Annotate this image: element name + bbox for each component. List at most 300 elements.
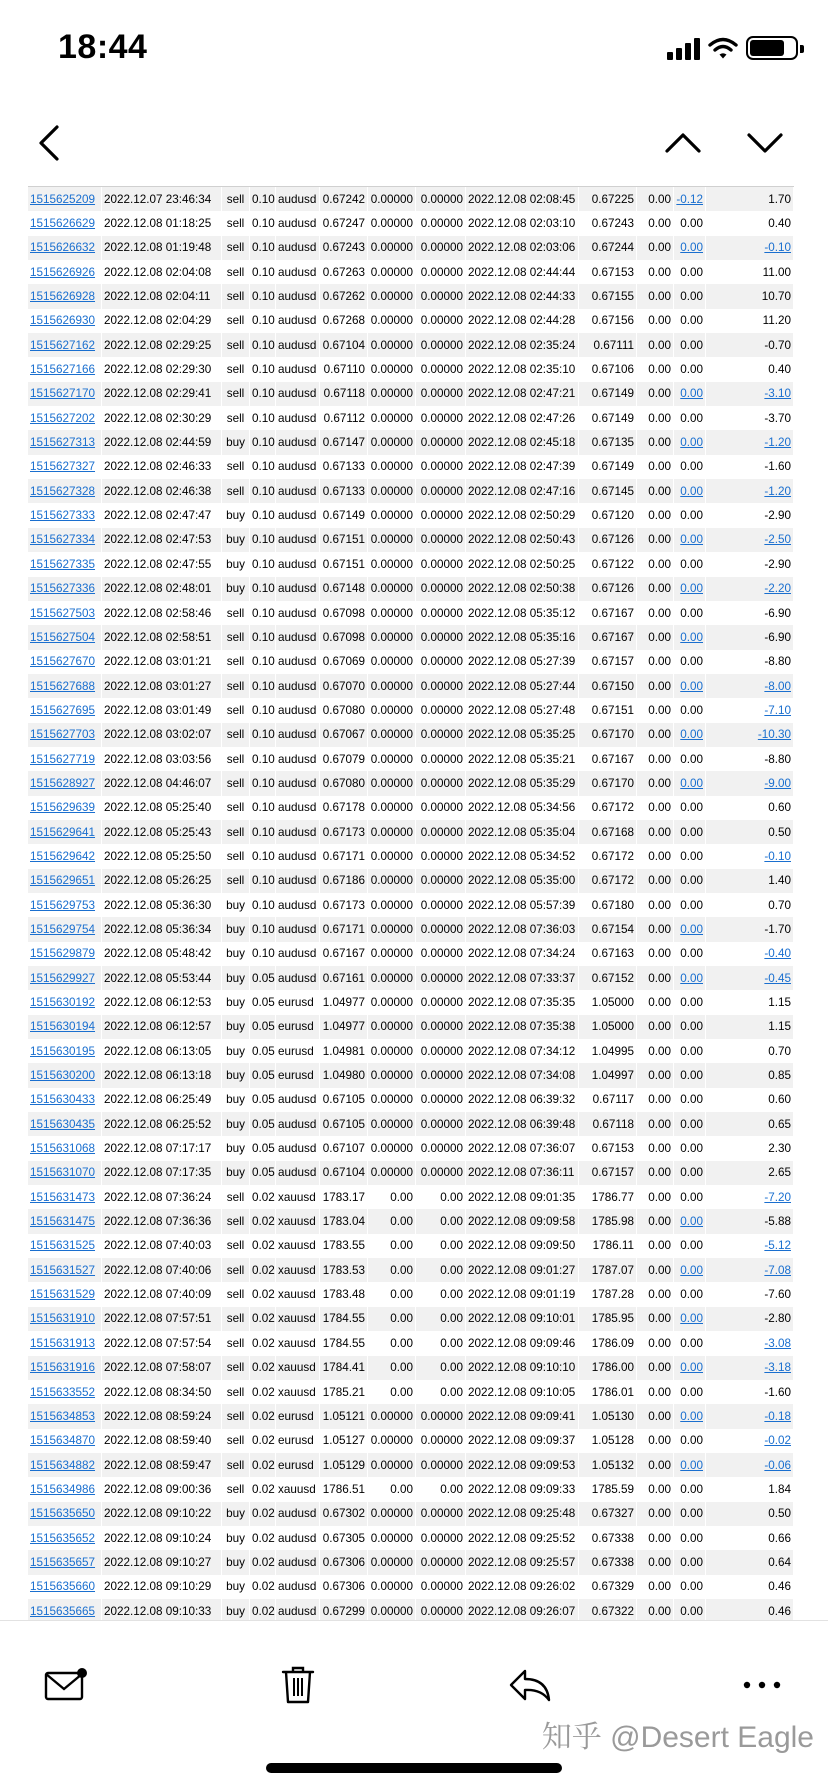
cell-open_price: 0.67105 [320, 1088, 368, 1112]
cell-item: eurusd [276, 1039, 320, 1063]
cell-ticket[interactable]: 1515631070 [28, 1161, 102, 1185]
cell-close_price: 0.67172 [579, 796, 637, 820]
cell-ticket[interactable]: 1515627703 [28, 723, 102, 747]
cell-close_price: 1786.77 [579, 1185, 637, 1209]
cell-ticket[interactable]: 1515626928 [28, 284, 102, 308]
cell-ticket[interactable]: 1515629879 [28, 942, 102, 966]
cell-ticket[interactable]: 1515626629 [28, 211, 102, 235]
cell-ticket[interactable]: 1515627335 [28, 552, 102, 576]
cell-ticket[interactable]: 1515631068 [28, 1136, 102, 1160]
cell-ticket[interactable]: 1515635650 [28, 1502, 102, 1526]
cell-ticket[interactable]: 1515634870 [28, 1429, 102, 1453]
cell-item: audusd [276, 844, 320, 868]
cell-size: 0.10 [250, 211, 276, 235]
cell-close_time: 2022.12.08 09:01:19 [466, 1282, 579, 1306]
cell-profit[interactable]: -1.20 [706, 430, 794, 454]
delete-button[interactable] [270, 1659, 326, 1711]
cell-taxes: 0.00 [674, 1502, 706, 1526]
cell-close_time: 2022.12.08 02:03:06 [466, 236, 579, 260]
cell-open_price: 0.67161 [320, 966, 368, 990]
cell-taxes[interactable]: 0.00 [674, 577, 706, 601]
cell-sl: 0.00000 [368, 309, 416, 333]
cell-tp: 0.00000 [416, 479, 466, 503]
cell-type: sell [222, 406, 250, 430]
cell-ticket[interactable]: 1515627336 [28, 577, 102, 601]
cell-open_time: 2022.12.08 08:59:40 [102, 1429, 222, 1453]
cell-close_price: 0.67167 [579, 601, 637, 625]
cell-open_time: 2022.12.08 05:36:30 [102, 893, 222, 917]
cell-ticket[interactable]: 1515626930 [28, 309, 102, 333]
cell-taxes[interactable]: 0.00 [674, 528, 706, 552]
cell-commission: 0.00 [637, 747, 674, 771]
cell-profit[interactable]: -0.06 [706, 1453, 794, 1477]
cell-size: 0.05 [250, 1136, 276, 1160]
cell-taxes[interactable]: 0.00 [674, 625, 706, 649]
cell-profit[interactable]: -7.08 [706, 1258, 794, 1282]
cell-profit[interactable]: -7.10 [706, 698, 794, 722]
cell-close_time: 2022.12.08 05:27:39 [466, 650, 579, 674]
cell-open_time: 2022.12.08 07:57:51 [102, 1307, 222, 1331]
cell-ticket[interactable]: 1515627670 [28, 650, 102, 674]
cell-commission: 0.00 [637, 503, 674, 527]
cell-close_price: 1.05132 [579, 1453, 637, 1477]
cell-close_price: 0.67155 [579, 284, 637, 308]
cell-open_price: 0.67173 [320, 893, 368, 917]
cell-profit: 0.60 [706, 796, 794, 820]
cell-taxes[interactable]: 0.00 [674, 771, 706, 795]
cell-ticket[interactable]: 1515627166 [28, 357, 102, 381]
cell-profit[interactable]: -0.10 [706, 236, 794, 260]
cell-taxes[interactable]: 0.00 [674, 236, 706, 260]
cell-taxes: 0.00 [674, 601, 706, 625]
cell-profit[interactable]: -2.50 [706, 528, 794, 552]
cell-close_time: 2022.12.08 05:57:39 [466, 893, 579, 917]
cell-open_price: 0.67104 [320, 1161, 368, 1185]
cell-profit[interactable]: -0.02 [706, 1429, 794, 1453]
cell-open_time: 2022.12.07 23:46:34 [102, 187, 222, 211]
cell-sl: 0.00000 [368, 528, 416, 552]
cell-open_price: 0.67299 [320, 1599, 368, 1620]
cell-type: sell [222, 187, 250, 211]
cell-profit[interactable]: -10.30 [706, 723, 794, 747]
cell-close_price: 0.67163 [579, 942, 637, 966]
cell-tp: 0.00 [416, 1356, 466, 1380]
cell-ticket[interactable]: 1515629651 [28, 869, 102, 893]
cell-ticket[interactable]: 1515627504 [28, 625, 102, 649]
cell-profit[interactable]: -1.20 [706, 479, 794, 503]
cell-close_price: 0.67180 [579, 893, 637, 917]
cell-close_time: 2022.12.08 07:35:35 [466, 990, 579, 1014]
cell-item: audusd [276, 723, 320, 747]
cell-open_time: 2022.12.08 09:10:29 [102, 1575, 222, 1599]
cell-tp: 0.00000 [416, 966, 466, 990]
cell-ticket[interactable]: 1515631525 [28, 1234, 102, 1258]
cell-ticket[interactable]: 1515627695 [28, 698, 102, 722]
cell-ticket[interactable]: 1515627333 [28, 503, 102, 527]
cell-ticket[interactable]: 1515633552 [28, 1380, 102, 1404]
cell-open_time: 2022.12.08 03:01:49 [102, 698, 222, 722]
cell-ticket[interactable]: 1515635657 [28, 1550, 102, 1574]
cell-type: buy [222, 1088, 250, 1112]
cell-ticket[interactable]: 1515630192 [28, 990, 102, 1014]
cell-item: audusd [276, 796, 320, 820]
cell-item: audusd [276, 1088, 320, 1112]
cell-commission: 0.00 [637, 1136, 674, 1160]
cell-ticket[interactable]: 1515631913 [28, 1331, 102, 1355]
cell-sl: 0.00000 [368, 844, 416, 868]
cell-open_time: 2022.12.08 08:59:24 [102, 1404, 222, 1428]
cell-ticket[interactable]: 1515629754 [28, 917, 102, 941]
cell-commission: 0.00 [637, 1282, 674, 1306]
cell-ticket[interactable]: 1515634853 [28, 1404, 102, 1428]
trade-history-table-area[interactable] [28, 186, 794, 1620]
cell-open_price: 0.67079 [320, 747, 368, 771]
trade-row [28, 1063, 794, 1087]
cell-type: buy [222, 430, 250, 454]
cell-ticket[interactable]: 1515635652 [28, 1526, 102, 1550]
cell-close_time: 2022.12.08 09:10:05 [466, 1380, 579, 1404]
cell-ticket[interactable]: 1515630195 [28, 1039, 102, 1063]
cell-profit[interactable]: -7.20 [706, 1185, 794, 1209]
cell-taxes[interactable]: 0.00 [674, 479, 706, 503]
cell-profit: 1.15 [706, 1015, 794, 1039]
cell-taxes[interactable]: 0.00 [674, 1209, 706, 1233]
back-button[interactable] [24, 118, 74, 168]
cell-taxes[interactable]: 0.00 [674, 917, 706, 941]
cell-ticket[interactable]: 1515628927 [28, 771, 102, 795]
cell-profit[interactable]: -3.08 [706, 1331, 794, 1355]
cell-ticket[interactable]: 1515630433 [28, 1088, 102, 1112]
cell-taxes: 0.00 [674, 1088, 706, 1112]
cell-taxes[interactable]: 0.00 [674, 674, 706, 698]
cell-taxes[interactable]: 0.00 [674, 723, 706, 747]
cell-open_time: 2022.12.08 02:44:59 [102, 430, 222, 454]
mail-button[interactable] [38, 1659, 94, 1711]
cell-profit[interactable]: -5.12 [706, 1234, 794, 1258]
cell-open_price: 0.67080 [320, 698, 368, 722]
cell-open_price: 1783.53 [320, 1258, 368, 1282]
cell-open_price: 0.67242 [320, 187, 368, 211]
cell-ticket[interactable]: 1515627688 [28, 674, 102, 698]
cell-tp: 0.00000 [416, 674, 466, 698]
cell-ticket[interactable]: 1515631527 [28, 1258, 102, 1282]
cell-open_time: 2022.12.08 09:10:33 [102, 1599, 222, 1620]
trade-row [28, 698, 794, 722]
cell-sl: 0.00000 [368, 1502, 416, 1526]
cell-open_price: 0.67069 [320, 650, 368, 674]
cell-open_price: 0.67070 [320, 674, 368, 698]
trade-row [28, 479, 794, 503]
cell-ticket[interactable]: 1515626926 [28, 260, 102, 284]
cell-ticket[interactable]: 1515627719 [28, 747, 102, 771]
cell-open_time: 2022.12.08 06:25:52 [102, 1112, 222, 1136]
cell-profit[interactable]: -0.45 [706, 966, 794, 990]
cell-profit[interactable]: -0.40 [706, 942, 794, 966]
cell-sl: 0.00000 [368, 357, 416, 381]
cell-sl: 0.00000 [368, 1453, 416, 1477]
status-time: 18:44 [58, 28, 148, 66]
cell-tp: 0.00000 [416, 577, 466, 601]
trade-row [28, 966, 794, 990]
cell-profit[interactable]: -3.18 [706, 1356, 794, 1380]
cell-ticket[interactable]: 1515635660 [28, 1575, 102, 1599]
cell-close_price: 1785.59 [579, 1477, 637, 1501]
cell-item: audusd [276, 187, 320, 211]
cell-size: 0.02 [250, 1599, 276, 1620]
cell-ticket[interactable]: 1515634882 [28, 1453, 102, 1477]
cell-close_time: 2022.12.08 05:27:44 [466, 674, 579, 698]
cell-commission: 0.00 [637, 674, 674, 698]
cell-item: audusd [276, 1575, 320, 1599]
cell-close_price: 0.67152 [579, 966, 637, 990]
cell-sl: 0.00000 [368, 796, 416, 820]
cell-ticket[interactable]: 1515627170 [28, 382, 102, 406]
cell-close_price: 1785.98 [579, 1209, 637, 1233]
cell-taxes[interactable]: 0.00 [674, 1404, 706, 1428]
cell-type: sell [222, 1307, 250, 1331]
cell-close_price: 0.67126 [579, 577, 637, 601]
cell-item: audusd [276, 528, 320, 552]
cell-tp: 0.00000 [416, 455, 466, 479]
cell-close_price: 0.67126 [579, 528, 637, 552]
cell-size: 0.10 [250, 820, 276, 844]
trade-row [28, 893, 794, 917]
trade-row [28, 503, 794, 527]
reply-icon [507, 1667, 553, 1703]
next-message-button[interactable] [740, 118, 790, 168]
cell-tp: 0.00000 [416, 1599, 466, 1620]
cell-taxes[interactable]: 0.00 [674, 430, 706, 454]
cell-close_time: 2022.12.08 02:47:39 [466, 455, 579, 479]
cell-ticket[interactable]: 1515631910 [28, 1307, 102, 1331]
cell-close_price: 0.67167 [579, 747, 637, 771]
cell-ticket[interactable]: 1515631473 [28, 1185, 102, 1209]
cell-close_time: 2022.12.08 09:26:07 [466, 1599, 579, 1620]
cell-type: buy [222, 990, 250, 1014]
cell-sl: 0.00 [368, 1331, 416, 1355]
cell-tp: 0.00000 [416, 503, 466, 527]
cell-open_price: 0.67167 [320, 942, 368, 966]
cell-ticket[interactable]: 1515625209 [28, 187, 102, 211]
cell-profit[interactable]: -0.18 [706, 1404, 794, 1428]
cell-item: audusd [276, 942, 320, 966]
more-button[interactable] [734, 1659, 790, 1711]
cell-profit[interactable]: -3.10 [706, 382, 794, 406]
cell-size: 0.05 [250, 966, 276, 990]
cell-item: eurusd [276, 1453, 320, 1477]
cell-ticket[interactable]: 1515627327 [28, 455, 102, 479]
cell-type: sell [222, 723, 250, 747]
cell-type: buy [222, 1575, 250, 1599]
cell-ticket[interactable]: 1515627162 [28, 333, 102, 357]
cell-close_time: 2022.12.08 07:36:03 [466, 917, 579, 941]
cell-profit[interactable]: -0.10 [706, 844, 794, 868]
cell-type: sell [222, 357, 250, 381]
cell-ticket[interactable]: 1515631916 [28, 1356, 102, 1380]
cell-open_time: 2022.12.08 03:03:56 [102, 747, 222, 771]
cell-commission: 0.00 [637, 1477, 674, 1501]
cell-commission: 0.00 [637, 771, 674, 795]
cell-tp: 0.00000 [416, 747, 466, 771]
cell-item: audusd [276, 893, 320, 917]
trade-row [28, 382, 794, 406]
cell-type: sell [222, 844, 250, 868]
trade-row [28, 1039, 794, 1063]
cell-taxes[interactable]: 0.00 [674, 1453, 706, 1477]
cell-commission: 0.00 [637, 455, 674, 479]
cell-item: audusd [276, 698, 320, 722]
cell-size: 0.05 [250, 1112, 276, 1136]
cell-size: 0.10 [250, 771, 276, 795]
cell-close_time: 2022.12.08 02:03:10 [466, 211, 579, 235]
cell-size: 0.10 [250, 552, 276, 576]
cell-ticket[interactable]: 1515627328 [28, 479, 102, 503]
cell-sl: 0.00000 [368, 1136, 416, 1160]
cell-ticket[interactable]: 1515626632 [28, 236, 102, 260]
cell-item: eurusd [276, 1404, 320, 1428]
cell-sl: 0.00 [368, 1282, 416, 1306]
cell-close_price: 0.67117 [579, 1088, 637, 1112]
cell-ticket[interactable]: 1515630200 [28, 1063, 102, 1087]
previous-message-button[interactable] [658, 118, 708, 168]
cell-sl: 0.00000 [368, 1039, 416, 1063]
cell-sl: 0.00000 [368, 406, 416, 430]
cell-type: sell [222, 869, 250, 893]
cell-size: 0.05 [250, 1015, 276, 1039]
cell-ticket[interactable]: 1515630194 [28, 1015, 102, 1039]
cell-ticket[interactable]: 1515631475 [28, 1209, 102, 1233]
cell-size: 0.10 [250, 503, 276, 527]
cell-close_time: 2022.12.08 07:36:07 [466, 1136, 579, 1160]
cell-size: 0.10 [250, 674, 276, 698]
cell-commission: 0.00 [637, 1429, 674, 1453]
cell-size: 0.10 [250, 893, 276, 917]
cell-commission: 0.00 [637, 552, 674, 576]
cell-open_time: 2022.12.08 02:47:55 [102, 552, 222, 576]
cell-close_time: 2022.12.08 09:09:46 [466, 1331, 579, 1355]
cell-size: 0.02 [250, 1282, 276, 1306]
cell-sl: 0.00000 [368, 1063, 416, 1087]
home-indicator[interactable] [266, 1763, 562, 1773]
cell-open_time: 2022.12.08 02:29:30 [102, 357, 222, 381]
cell-type: sell [222, 796, 250, 820]
cell-commission: 0.00 [637, 625, 674, 649]
cell-taxes: 0.00 [674, 455, 706, 479]
cell-sl: 0.00 [368, 1185, 416, 1209]
cell-size: 0.10 [250, 479, 276, 503]
trade-row [28, 625, 794, 649]
cell-open_time: 2022.12.08 06:13:18 [102, 1063, 222, 1087]
cell-size: 0.10 [250, 625, 276, 649]
cell-sl: 0.00000 [368, 430, 416, 454]
cell-commission: 0.00 [637, 1356, 674, 1380]
cell-sl: 0.00000 [368, 1161, 416, 1185]
cell-sl: 0.00000 [368, 552, 416, 576]
cell-taxes: 0.00 [674, 1380, 706, 1404]
trade-row [28, 1477, 794, 1501]
cell-close_price: 0.67149 [579, 406, 637, 430]
cell-ticket[interactable]: 1515635665 [28, 1599, 102, 1620]
cell-tp: 0.00000 [416, 1088, 466, 1112]
cell-commission: 0.00 [637, 479, 674, 503]
cell-taxes[interactable]: 0.00 [674, 1258, 706, 1282]
cell-sl: 0.00000 [368, 236, 416, 260]
reply-button[interactable] [502, 1659, 558, 1711]
cell-taxes: 0.00 [674, 942, 706, 966]
cell-open_time: 2022.12.08 09:00:36 [102, 1477, 222, 1501]
trade-row [28, 747, 794, 771]
cell-ticket[interactable]: 1515629642 [28, 844, 102, 868]
trade-row [28, 674, 794, 698]
cell-ticket[interactable]: 1515631529 [28, 1282, 102, 1306]
cell-profit[interactable]: -8.00 [706, 674, 794, 698]
cell-type: sell [222, 650, 250, 674]
cell-open_price: 0.67305 [320, 1526, 368, 1550]
cell-open_price: 1783.04 [320, 1209, 368, 1233]
trade-table-body [28, 187, 794, 1620]
cell-ticket[interactable]: 1515627334 [28, 528, 102, 552]
cell-type: sell [222, 1282, 250, 1306]
cell-ticket[interactable]: 1515629927 [28, 966, 102, 990]
cell-tp: 0.00000 [416, 771, 466, 795]
cell-open_price: 0.67148 [320, 577, 368, 601]
cell-commission: 0.00 [637, 1234, 674, 1258]
cell-close_time: 2022.12.08 05:35:25 [466, 723, 579, 747]
cell-item: audusd [276, 1599, 320, 1620]
cell-close_time: 2022.12.08 07:36:11 [466, 1161, 579, 1185]
cell-ticket[interactable]: 1515629753 [28, 893, 102, 917]
cell-type: buy [222, 1502, 250, 1526]
cell-close_price: 0.67149 [579, 382, 637, 406]
cell-tp: 0.00000 [416, 260, 466, 284]
cell-sl: 0.00000 [368, 966, 416, 990]
cell-open_price: 1783.55 [320, 1234, 368, 1258]
cell-open_time: 2022.12.08 05:25:43 [102, 820, 222, 844]
cell-ticket[interactable]: 1515629639 [28, 796, 102, 820]
cell-ticket[interactable]: 1515634986 [28, 1477, 102, 1501]
cell-close_price: 0.67135 [579, 430, 637, 454]
cell-ticket[interactable]: 1515627503 [28, 601, 102, 625]
cell-profit[interactable]: -9.00 [706, 771, 794, 795]
cell-type: buy [222, 1063, 250, 1087]
cell-type: sell [222, 382, 250, 406]
cell-size: 0.10 [250, 723, 276, 747]
cell-open_price: 1.04980 [320, 1063, 368, 1087]
cell-commission: 0.00 [637, 844, 674, 868]
cell-size: 0.02 [250, 1502, 276, 1526]
cell-size: 0.02 [250, 1209, 276, 1233]
cell-sl: 0.00000 [368, 771, 416, 795]
cell-ticket[interactable]: 1515627313 [28, 430, 102, 454]
cell-taxes[interactable]: 0.00 [674, 1307, 706, 1331]
cell-taxes[interactable]: 0.00 [674, 382, 706, 406]
cell-profit[interactable]: -2.20 [706, 577, 794, 601]
cell-tp: 0.00000 [416, 723, 466, 747]
cell-open_price: 1.04977 [320, 1015, 368, 1039]
cell-profit: 0.66 [706, 1526, 794, 1550]
cell-taxes[interactable]: 0.00 [674, 966, 706, 990]
cell-ticket[interactable]: 1515627202 [28, 406, 102, 430]
cell-ticket[interactable]: 1515629641 [28, 820, 102, 844]
cell-close_time: 2022.12.08 02:50:25 [466, 552, 579, 576]
cell-taxes[interactable]: -0.12 [674, 187, 706, 211]
cell-profit: 2.65 [706, 1161, 794, 1185]
cell-close_time: 2022.12.08 09:01:27 [466, 1258, 579, 1282]
cell-commission: 0.00 [637, 796, 674, 820]
cell-taxes[interactable]: 0.00 [674, 1356, 706, 1380]
cell-item: xauusd [276, 1307, 320, 1331]
cell-ticket[interactable]: 1515630435 [28, 1112, 102, 1136]
